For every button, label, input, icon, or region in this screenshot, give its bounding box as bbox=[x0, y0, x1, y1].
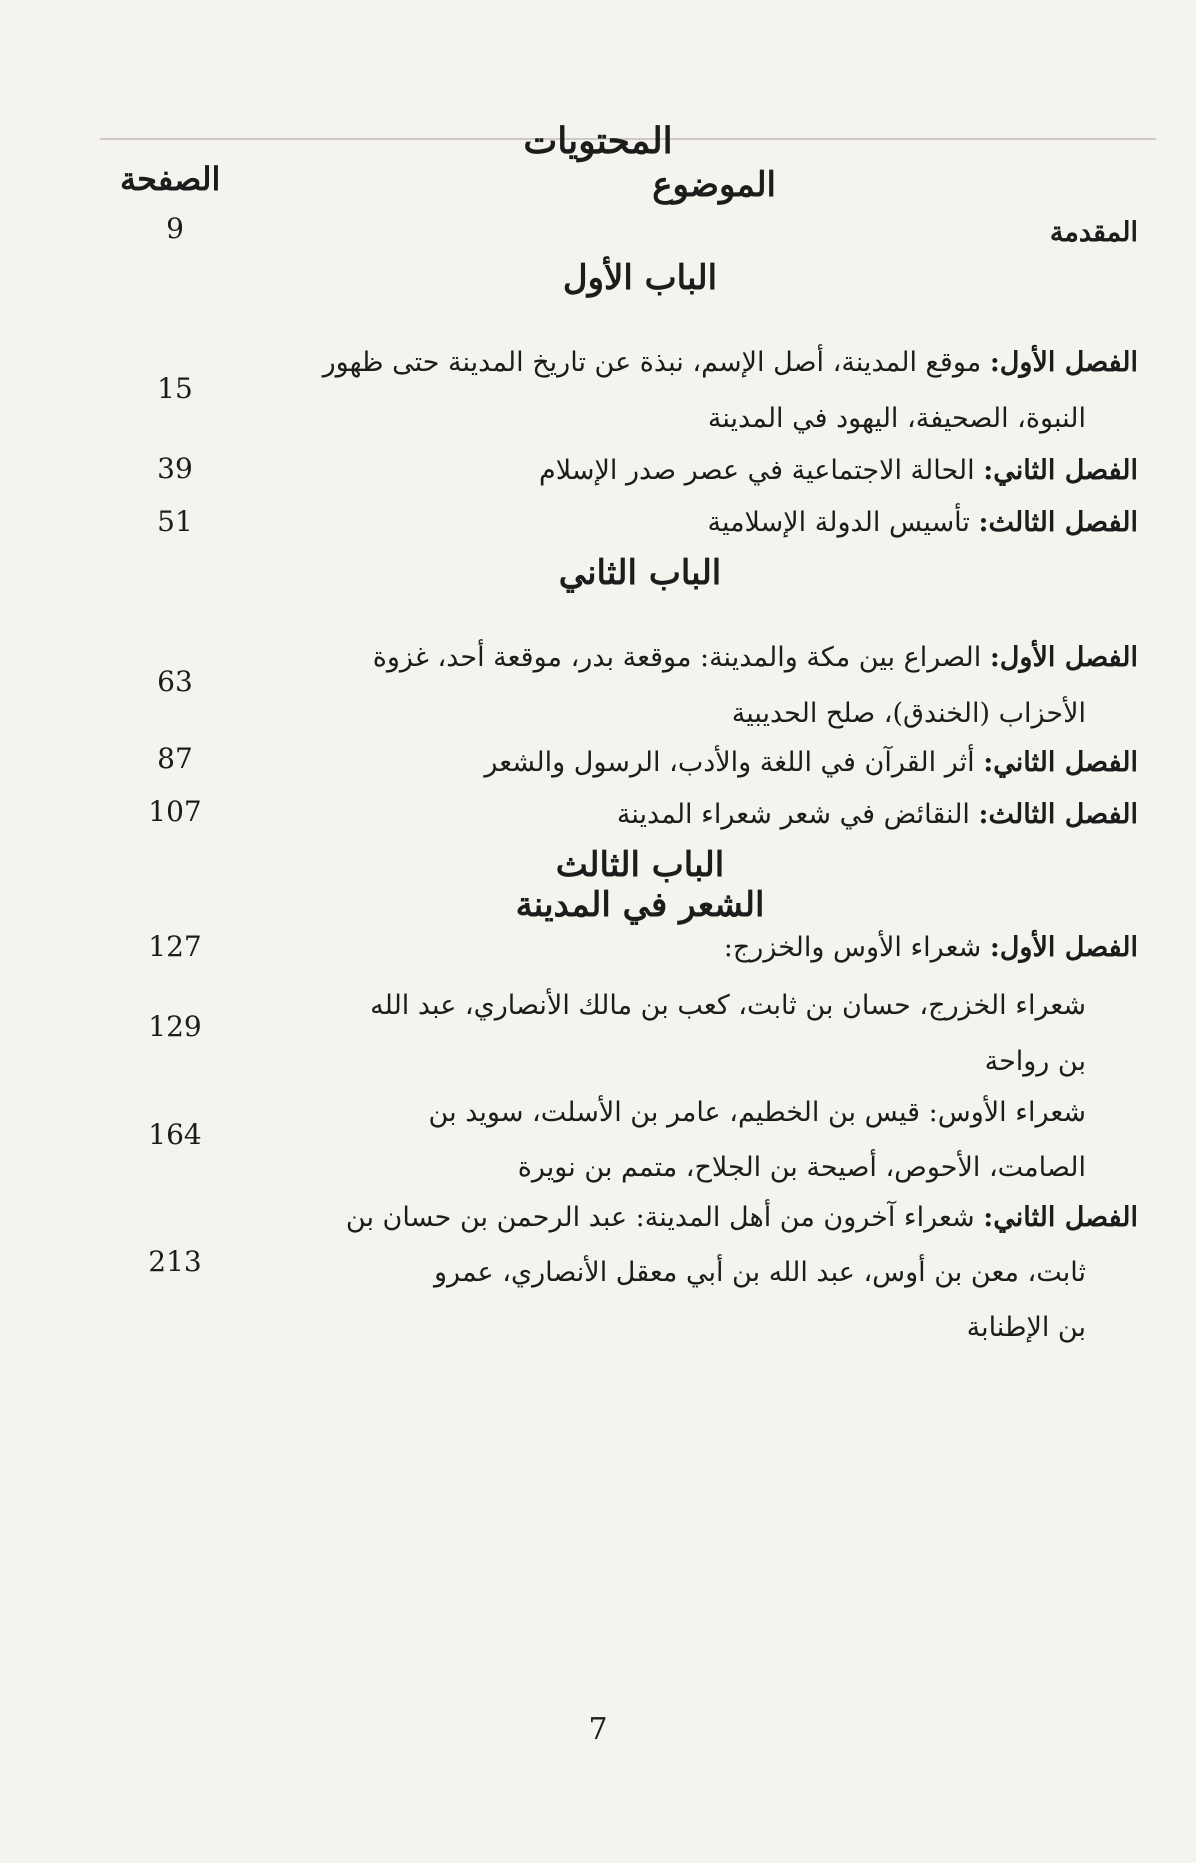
toc-page-part1-c2: 39 bbox=[157, 452, 193, 485]
toc-entry-text: الحالة الاجتماعية في عصر صدر الإسلام bbox=[539, 455, 975, 486]
toc-entry-text: الصراع بين مكة والمدينة: موقعة بدر، موقعة أحد، غزوة bbox=[372, 642, 982, 673]
page-number: 7 bbox=[588, 1712, 608, 1747]
toc-page-part1-c3: 51 bbox=[157, 505, 193, 538]
toc-entry-label: الفصل الثالث: bbox=[978, 799, 1138, 830]
toc-entry-text: شعراء الخزرج، حسان بن ثابت، كعب بن مالك الأنصاري، عبد الله bbox=[370, 990, 1086, 1021]
toc-page-part3-c2: 213 bbox=[148, 1245, 202, 1278]
toc-entry-label: الفصل الأول: bbox=[989, 932, 1138, 963]
toc-entry-text: الأحزاب (الخندق)، صلح الحديبية bbox=[731, 698, 1086, 729]
toc-entry-part3-c2-cont2 bbox=[278, 1300, 1086, 1356]
toc-page-part2-c1: 63 bbox=[157, 665, 193, 698]
toc-entry-part1-c1-cont bbox=[278, 391, 1086, 447]
toc-entry-part2-c3 bbox=[278, 787, 1138, 843]
part3-subtitle: الشعر في المدينة bbox=[515, 885, 765, 925]
toc-entry-text: شعراء الأوس والخزرج: bbox=[723, 932, 982, 963]
page-column-header: الصفحة bbox=[120, 160, 221, 198]
toc-page-part2-c3: 107 bbox=[148, 795, 202, 828]
toc-entry-part3-s1-cont bbox=[278, 1034, 1086, 1090]
toc-entry-label: الفصل الثاني: bbox=[983, 455, 1138, 486]
toc-page-part3-s2: 164 bbox=[148, 1118, 202, 1151]
toc-entry-part2-c1-cont bbox=[278, 686, 1086, 742]
toc-entry-text: تأسيس الدولة الإسلامية bbox=[707, 507, 970, 538]
toc-entry-part2-c2 bbox=[278, 735, 1138, 791]
toc-entry-part3-s2-cont bbox=[278, 1140, 1086, 1196]
part1-title: الباب الأول bbox=[562, 258, 718, 298]
toc-page-part3-c1: 127 bbox=[148, 930, 202, 963]
toc-entry-part3-s1 bbox=[278, 978, 1086, 1034]
toc-page-part1-c1: 15 bbox=[157, 372, 193, 405]
toc-entry-part3-c2-cont bbox=[278, 1245, 1086, 1301]
toc-page-part2-c2: 87 bbox=[157, 742, 193, 775]
toc-entry-text: النقائض في شعر شعراء المدينة bbox=[616, 799, 970, 830]
part2-title: الباب الثاني bbox=[558, 553, 722, 593]
toc-entry-text: شعراء آخرون من أهل المدينة: عبد الرحمن بن حسان بن bbox=[345, 1202, 975, 1233]
page-title: المحتويات bbox=[523, 120, 673, 162]
toc-entry-label: الفصل الأول: bbox=[989, 642, 1138, 673]
toc-entry-label: المقدمة bbox=[1049, 217, 1138, 248]
toc-entry-text: النبوة، الصحيفة، اليهود في المدينة bbox=[707, 403, 1086, 434]
toc-entry-text: موقع المدينة، أصل الإسم، نبذة عن تاريخ المدينة حتى ظهور bbox=[322, 347, 982, 378]
toc-entry-text: بن الإطنابة bbox=[966, 1312, 1086, 1343]
toc-entry-part3-c2 bbox=[278, 1190, 1138, 1246]
toc-entry-text: بن رواحة bbox=[984, 1046, 1086, 1077]
toc-page-intro: 9 bbox=[166, 212, 184, 245]
toc-entry-label: الفصل الأول: bbox=[989, 347, 1138, 378]
toc-entry-part3-c1 bbox=[278, 920, 1138, 976]
toc-entry-label: الفصل الثاني: bbox=[983, 747, 1138, 778]
toc-entry-text: شعراء الأوس: قيس بن الخطيم، عامر بن الأسلت، سويد بن bbox=[428, 1097, 1086, 1128]
toc-entry-part1-c3 bbox=[278, 495, 1138, 551]
toc-entry-label: الفصل الثالث: bbox=[978, 507, 1138, 538]
toc-page-part3-s1: 129 bbox=[148, 1010, 202, 1043]
toc-entry-text: الصامت، الأحوص، أصيحة بن الجلاح، متمم بن نويرة bbox=[517, 1152, 1086, 1183]
toc-entry-text: أثر القرآن في اللغة والأدب، الرسول والشعر bbox=[484, 747, 975, 778]
toc-entry-part3-s2 bbox=[278, 1085, 1086, 1141]
toc-entry-label: الفصل الثاني: bbox=[983, 1202, 1138, 1233]
toc-entry-part1-c1 bbox=[278, 335, 1138, 391]
toc-entry-intro bbox=[278, 205, 1138, 261]
subject-column-header: الموضوع bbox=[652, 165, 776, 205]
part3-title: الباب الثالث bbox=[555, 845, 725, 885]
toc-entry-text: ثابت، معن بن أوس، عبد الله بن أبي معقل الأنصاري، عمرو bbox=[434, 1257, 1086, 1288]
toc-entry-part1-c2 bbox=[278, 443, 1138, 499]
toc-entry-part2-c1 bbox=[278, 630, 1138, 686]
